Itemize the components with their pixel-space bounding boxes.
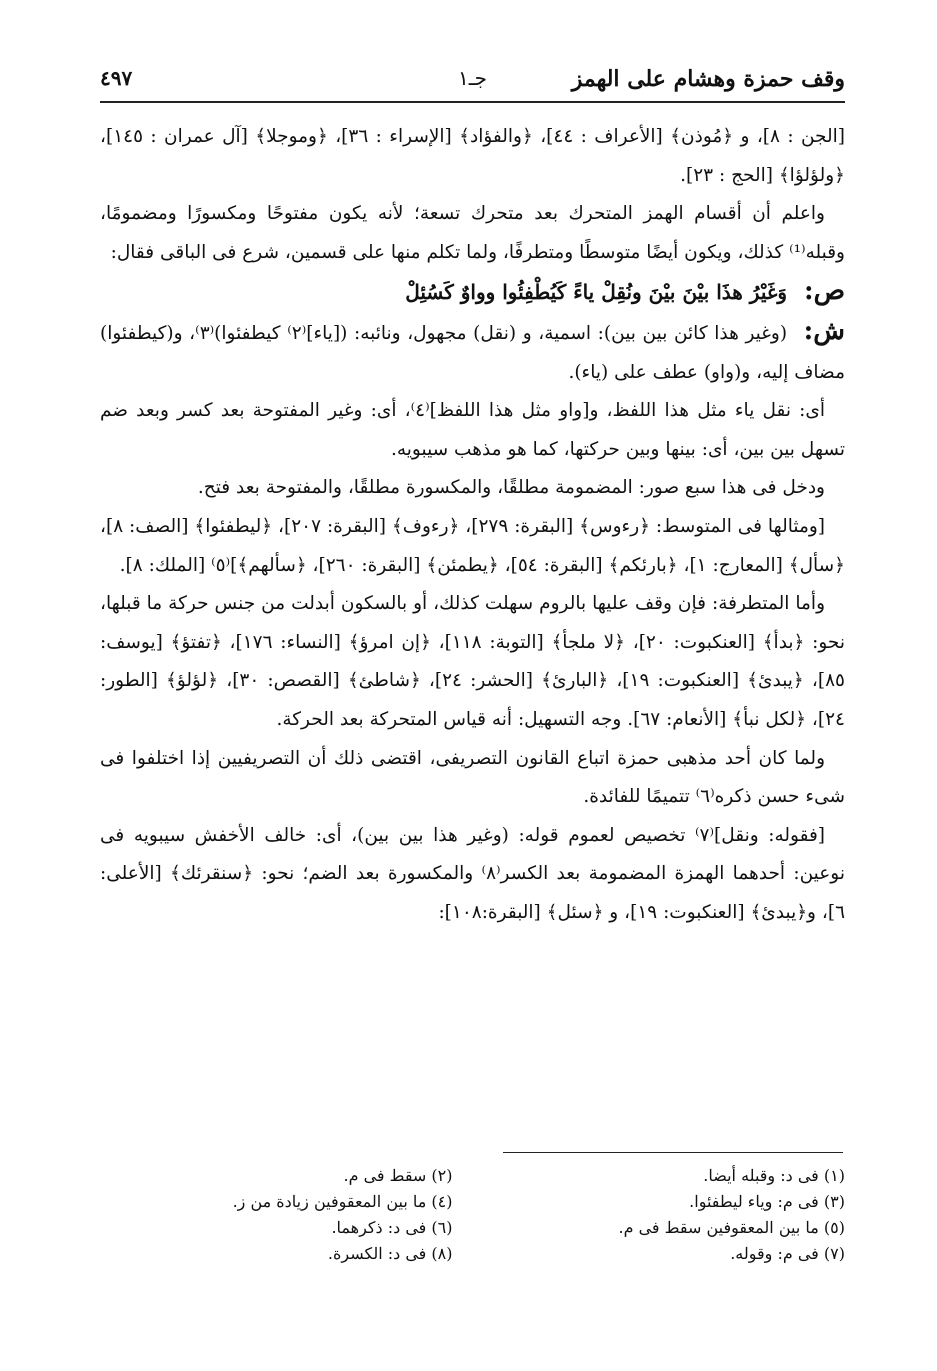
footnote: (٤) ما بين المعقوفين زيادة من ز. xyxy=(232,1192,453,1211)
running-title: وقف حمزة وهشام على الهمز xyxy=(571,66,845,92)
main-text xyxy=(100,118,845,932)
commentary-paragraph xyxy=(100,312,845,392)
footnote: (٧) فى م: وقوله. xyxy=(730,1244,845,1263)
paragraph: أى: نقل ياء مثل هذا اللفظ، و[واو مثل هذا اللفظ]⁽٤⁾، أى: وغير المفتوحة بعد كسر وبعد ضم تسهل بين بين، أى: بينها وبين حركتها، كما هو مذهب سيبويه. xyxy=(100,400,845,460)
page-header xyxy=(100,60,845,98)
footnote: (٢) سقط فى م. xyxy=(343,1166,453,1185)
verse-line xyxy=(100,272,845,312)
footnote: (٣) فى م: وياء ليطفئوا. xyxy=(689,1192,845,1211)
paragraph: [فقوله: ونقل]⁽٧⁾ تخصيص لعموم قوله: (وغير هذا بين بين)، أى: خالف الأخفش سيبويه فى نوعين: أحدهما الهمزة المضمومة بعد الكسر⁽٨⁾ والمكسورة بعد الضم؛ نحو: ﴿سنقرئك﴾ [الأعلى: ٦]، و﴿يبدئ﴾ [العنكبوت: ١٩]، و ﴿سئل﴾ [البقرة:١٠٨]: xyxy=(100,824,845,923)
footnote: (٥) ما بين المعقوفين سقط فى م. xyxy=(618,1218,845,1237)
verse-tag: ص: xyxy=(803,276,845,307)
paragraph: ولما كان أحد مذهبى حمزة اتباع القانون التصريفى، اقتضى ذلك أن التصريفيين إذا اختلفوا فى شىء حسن ذكره⁽٦⁾ تتميمًا للفائدة. xyxy=(100,747,845,808)
paragraph: واعلم أن أقسام الهمز المتحرك بعد متحرك تسعة؛ لأنه يكون مفتوحًا ومكسورًا ومضمومًا، وقبله⁽¹⁾ كذلك، ويكون أيضًا متوسطًا ومتطرفًا، ولما تكلم منها على قسمين، شرع فى الباقى فقال: xyxy=(100,203,845,263)
volume-label: جـ١ xyxy=(458,66,487,90)
footnote-rule xyxy=(503,1152,843,1153)
footnote: (٨) فى د: الكسرة. xyxy=(327,1244,453,1263)
paragraph: ودخل فى هذا سبع صور: المضمومة مطلقًا، والمكسورة مطلقًا، والمفتوحة بعد فتح. xyxy=(197,477,825,499)
footnote: (٦) فى د: ذكرهما. xyxy=(331,1218,453,1237)
verse-text: وَغَيْرُ هذَا بيْنَ بيْنَ ونُقِلْ ياءً كَيُطْفِئُوا وواوٌ كَسُئِلْ xyxy=(405,280,787,305)
paragraph: [الجن : ٨]، و ﴿مُوذن﴾ [الأعراف : ٤٤]، ﴿والفؤاد﴾ [الإسراء : ٣٦]، ﴿وموجلا﴾ [آل عمران : ١٤٥]، ﴿ولؤلؤا﴾ [الحج : ٢٣]. xyxy=(100,126,845,186)
commentary-text: (وغير هذا كائن بين بين): اسمية، و (نقل) مجهول، ونائبه: ([ياء]⁽٢⁾ كيطفئوا)⁽٣⁾، و(كيطفئوا) مضاف إليه، و(واو) عطف على (ياء). xyxy=(100,322,845,383)
footnotes xyxy=(100,1163,845,1267)
footnote: (١) فى د: وقبله أيضا. xyxy=(703,1166,845,1185)
paragraph: [ومثالها فى المتوسط: ﴿رءوس﴾ [البقرة: ٢٧٩]، ﴿رءوف﴾ [البقرة: ٢٠٧]، ﴿ليطفئوا﴾ [الصف: ٨]، ﴿سأل﴾ [المعارج: ١]، ﴿بارئكم﴾ [البقرة: ٥٤]، ﴿يطمئن﴾ [البقرة: ٢٦٠]، ﴿سألهم﴾]⁽٥⁾ [الملك: ٨]. xyxy=(100,515,845,576)
header-rule xyxy=(100,101,845,103)
page-number: ٤٩٧ xyxy=(100,66,133,90)
commentary-tag: ش: xyxy=(803,315,846,346)
paragraph: وأما المتطرفة: فإن وقف عليها بالروم سهلت كذلك، أو بالسكون أبدلت من جنس حركة ما قبلها، نحو: ﴿بدأ﴾ [العنكبوت: ٢٠]، ﴿لا ملجأ﴾ [التوبة: ١١٨]، ﴿إن امرؤ﴾ [النساء: ١٧٦]، ﴿تفتؤ﴾ [يوسف: ٨٥]، ﴿يبدئ﴾ [العنكبوت: ١٩]، ﴿البارئ﴾ [الحشر: ٢٤]، ﴿شاطئ﴾ [القصص: ٣٠]، ﴿لؤلؤ﴾ [الطور: ٢٤]، ﴿لكل نبأ﴾ [الأنعام: ٦٧]. وجه التسهيل: أنه قياس المتحركة بعد الحركة. xyxy=(100,593,845,730)
